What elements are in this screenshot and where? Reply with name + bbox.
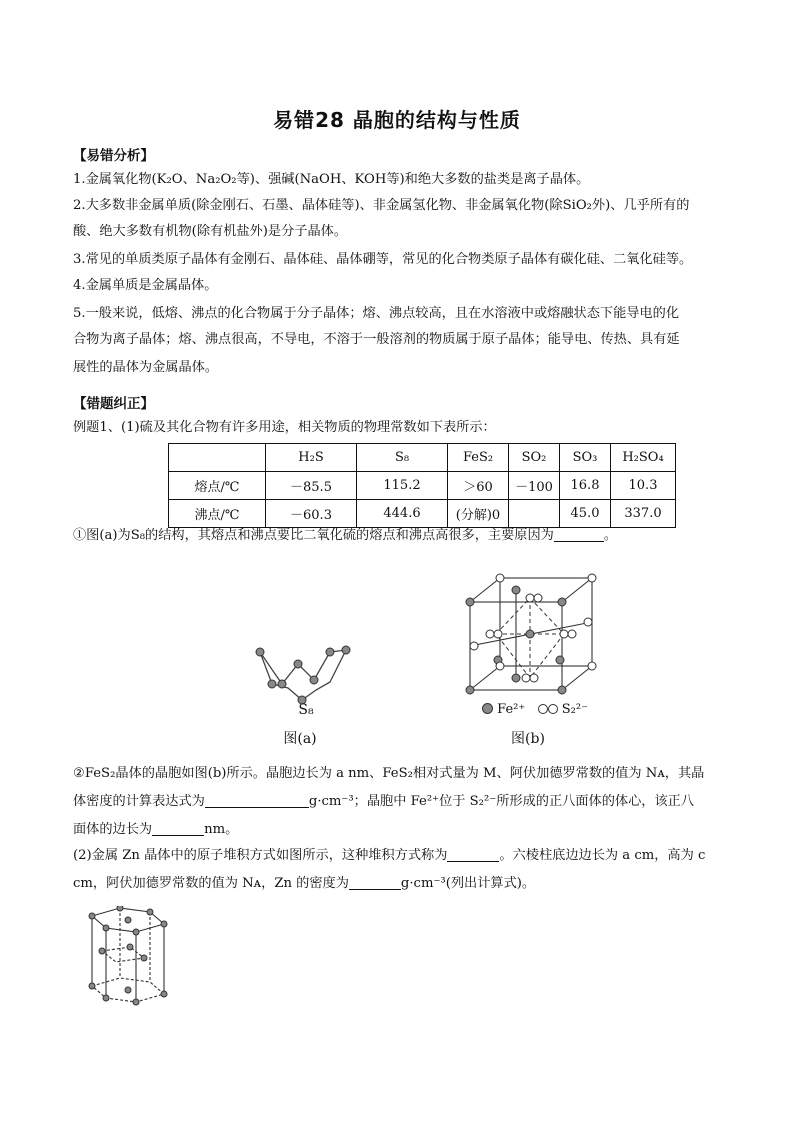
question-3-line-1 — [73, 846, 722, 866]
page-title: 易错28 晶胞的结构与性质 — [273, 108, 521, 132]
table-cell: －85.5 — [266, 472, 357, 500]
analysis-item-2: 2.大多数非金属单质(除金刚石、石墨、晶体硅等)、非金属氢化物、非金属氧化物(除SiO₂外)、几乎所有的 — [73, 198, 690, 213]
question-2-text-d: nm。 — [204, 822, 239, 837]
s-atom — [278, 680, 286, 688]
fig-a-label: S₈ — [298, 702, 314, 718]
analysis-item-5-cont2: 展性的晶体为金属晶体。 — [73, 360, 219, 375]
s-atom — [294, 660, 302, 668]
fe-legend-label: Fe²⁺ — [497, 702, 526, 717]
question-3-line-2 — [73, 874, 722, 894]
question-3-text-d: g·cm⁻³(列出计算式)。 — [400, 876, 536, 891]
table-header: H₂SO₄ — [611, 444, 676, 472]
fes2-unit-cell-figure — [460, 568, 600, 698]
table-cell: 沸点/℃ — [169, 500, 266, 528]
correction-heading: 【错题纠正】 — [73, 396, 154, 412]
table-header — [169, 444, 266, 472]
s2-pair-icon — [538, 704, 548, 714]
analysis-item-1: 1.金属氧化物(K₂O、Na₂O₂等)、强碱(NaOH、KOH等)和绝大多数的盐类是离子晶体。 — [73, 172, 590, 187]
question-2-text-c: 面体的边长为 — [73, 822, 153, 837]
answer-blank — [554, 527, 604, 542]
s8-bonds — [260, 650, 346, 700]
s2-pair-icon-2 — [548, 704, 558, 714]
table-cell: 熔点/℃ — [169, 472, 266, 500]
answer-blank — [447, 847, 499, 862]
s2-legend-label: S₂²⁻ — [561, 702, 588, 717]
table-cell: 10.3 — [611, 472, 676, 500]
table-header: S₈ — [357, 444, 448, 472]
table-cell: ＞60 — [448, 472, 509, 500]
question-2-line-2 — [73, 792, 722, 812]
question-3-text-a: (2)金属 Zn 晶体中的原子堆积方式如图所示，这种堆积方式称为 — [73, 848, 448, 863]
table-cell: (分解)0 — [448, 500, 509, 528]
answer-blank — [205, 793, 309, 808]
question-1 — [73, 526, 722, 546]
table-header-row — [169, 444, 676, 472]
table-cell: 16.8 — [560, 472, 611, 500]
question-3-text-b: 。六棱柱底边边长为 a cm，高为 c — [499, 848, 706, 863]
analysis-item-2-cont: 酸、绝大多数有机物(除有机盐外)是分子晶体。 — [73, 224, 348, 239]
table-header: H₂S — [266, 444, 357, 472]
fe-atom-icon — [482, 703, 493, 714]
hcp-middle-layer — [102, 947, 144, 962]
question-1-end: 。 — [603, 528, 618, 543]
analysis-item-4: 4.金属单质是金属晶体。 — [73, 278, 218, 293]
question-2-line-1: ②FeS₂晶体的晶胞如图(b)所示。晶胞边长为 a nm、FeS₂相对式量为 M、阿伏加德罗常数的值为 Nᴀ，其晶 — [73, 766, 705, 781]
analysis-item-5-cont1: 合物为离子晶体；熔、沸点很高，不导电，不溶于一般溶剂的物质属于原子晶体；能导电、传热、具有延 — [73, 332, 680, 347]
fig-b-legend — [470, 702, 600, 717]
s-atom — [268, 680, 276, 688]
table-header: SO₃ — [560, 444, 611, 472]
example-intro: 例题1、(1)硫及其化合物有许多用途，相关物质的物理常数如下表所示： — [73, 420, 496, 435]
table-cell: 337.0 — [611, 500, 676, 528]
table-header: SO₂ — [509, 444, 560, 472]
analysis-item-5: 5.一般来说，低熔、沸点的化合物属于分子晶体；熔、沸点较高，且在水溶液中或熔融状态下能导电的化 — [73, 306, 680, 321]
table-row — [169, 500, 676, 528]
table-cell: －100 — [509, 472, 560, 500]
table-cell: 115.2 — [357, 472, 448, 500]
table-cell: 45.0 — [560, 500, 611, 528]
answer-blank — [349, 875, 401, 890]
analysis-item-3: 3.常见的单质类原子晶体有金刚石、晶体硅、晶体硼等，常见的化合物类原子晶体有碳化硅、二氧化硅等。 — [73, 252, 693, 267]
zn-hcp-figure — [80, 906, 175, 1011]
answer-blank — [152, 821, 204, 836]
table-cell: －60.3 — [266, 500, 357, 528]
table-header: FeS₂ — [448, 444, 509, 472]
question-2-text-b: g·cm⁻³；晶胞中 Fe²⁺位于 S₂²⁻所形成的正八面体的体心，该正八 — [308, 794, 695, 809]
s-atom — [310, 676, 318, 684]
fig-a-caption: 图(a) — [283, 731, 317, 747]
s-atom — [326, 648, 334, 656]
question-2-text-a: 体密度的计算表达式为 — [73, 794, 205, 809]
question-2-line-3 — [73, 820, 722, 840]
s-atom — [342, 646, 350, 654]
table-row — [169, 472, 676, 500]
question-1-text: ①图(a)为S₈的结构，其熔点和沸点要比二氧化硫的熔点和沸点高很多，主要原因为 — [73, 528, 554, 543]
table-cell: 444.6 — [357, 500, 448, 528]
s-atom — [256, 648, 264, 656]
fig-b-caption: 图(b) — [511, 731, 545, 747]
analysis-heading: 【易错分析】 — [73, 148, 154, 164]
property-table — [168, 443, 676, 528]
table-cell — [509, 500, 560, 528]
question-3-text-c: cm，阿伏加德罗常数的值为 Nᴀ，Zn 的密度为 — [73, 876, 349, 891]
